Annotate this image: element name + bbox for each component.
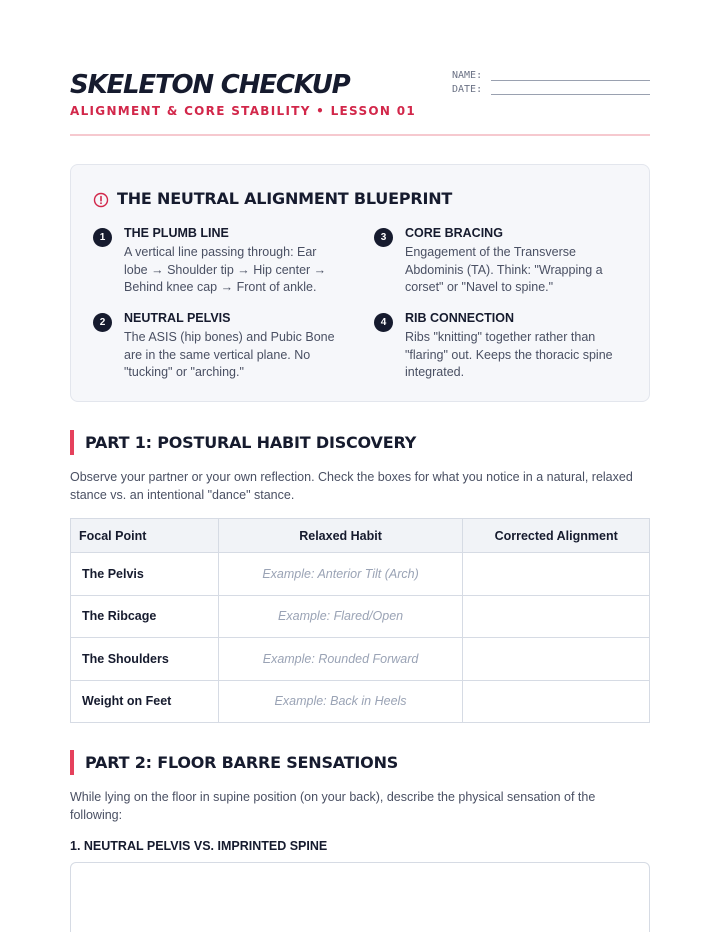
date-field[interactable] (452, 84, 650, 98)
blueprint-item-title: NEUTRAL PELVIS (124, 311, 231, 325)
date-line[interactable] (491, 94, 650, 95)
step-number-badge: 3 (374, 228, 393, 247)
question-1-answer-box[interactable] (70, 862, 650, 932)
table-row (71, 638, 650, 681)
corrected-alignment-cell[interactable] (463, 595, 650, 638)
relaxed-habit-cell: Example: Flared/Open (218, 595, 463, 638)
corrected-alignment-cell[interactable] (463, 638, 650, 681)
blueprint-item-text: Engagement of the Transverse Abdominis (TA). Think: "Wrapping a corset" or "Navel to spine." (405, 245, 603, 294)
part2-heading (70, 750, 398, 775)
part1-title: PART 1: POSTURAL HABIT DISCOVERY (85, 433, 417, 452)
focal-point-cell: The Ribcage (71, 595, 219, 638)
student-fields (452, 70, 650, 98)
step-number-badge: 4 (374, 313, 393, 332)
blueprint-item-text: The ASIS (hip bones) and Pubic Bone are in the same vertical plane. No "tucking" or "arching." (124, 330, 335, 379)
blueprint-card (70, 164, 650, 402)
focal-point-cell: The Pelvis (71, 553, 219, 596)
column-header-focal-point: Focal Point (71, 519, 219, 553)
postural-habit-table (70, 518, 650, 723)
part2-intro: While lying on the floor in supine position (on your back), describe the physical sensation of the following: (70, 790, 596, 822)
info-icon (93, 192, 109, 208)
blueprint-item-text: Ribs "knitting" together rather than "flaring" out. Keeps the thoracic spine integrated. (405, 330, 613, 379)
table-row (71, 553, 650, 596)
part1-intro: Observe your partner or your own reflection. Check the boxes for what you notice in a natural, relaxed stance vs. an intentional "dance" stance. (70, 470, 633, 502)
table-row (71, 595, 650, 638)
corrected-alignment-cell[interactable] (463, 680, 650, 723)
corrected-alignment-cell[interactable] (463, 553, 650, 596)
part2-title: PART 2: FLOOR BARRE SENSATIONS (85, 753, 399, 772)
question-1-label: 1. NEUTRAL PELVIS VS. IMPRINTED SPINE (70, 839, 328, 853)
column-header-corrected-alignment: Corrected Alignment (463, 519, 650, 553)
column-header-relaxed-habit: Relaxed Habit (218, 519, 463, 553)
blueprint-item-title: CORE BRACING (405, 226, 503, 240)
focal-point-cell: Weight on Feet (71, 680, 219, 723)
name-line[interactable] (491, 80, 650, 81)
worksheet-header (70, 70, 650, 136)
blueprint-item-text: A vertical line passing through: Ear lobe → Shoulder tip → Hip center → Behind knee cap → Front of ankle. (124, 245, 327, 294)
relaxed-habit-cell: Example: Back in Heels (218, 680, 463, 723)
part1-heading (70, 430, 416, 455)
name-label: NAME: (452, 70, 483, 81)
blueprint-item-title: THE PLUMB LINE (124, 226, 229, 240)
relaxed-habit-cell: Example: Rounded Forward (218, 638, 463, 681)
blueprint-item-title: RIB CONNECTION (405, 311, 515, 325)
table-header-row (71, 519, 650, 553)
step-number-badge: 2 (93, 313, 112, 332)
date-label: DATE: (452, 84, 483, 95)
relaxed-habit-cell: Example: Anterior Tilt (Arch) (218, 553, 463, 596)
step-number-badge: 1 (93, 228, 112, 247)
focal-point-cell: The Shoulders (71, 638, 219, 681)
name-field[interactable] (452, 70, 650, 84)
blueprint-title: THE NEUTRAL ALIGNMENT BLUEPRINT (117, 189, 453, 208)
page-title: SKELETON CHECKUP (70, 70, 350, 100)
table-row (71, 680, 650, 723)
page-subtitle: ALIGNMENT & CORE STABILITY • LESSON 01 (70, 104, 417, 118)
